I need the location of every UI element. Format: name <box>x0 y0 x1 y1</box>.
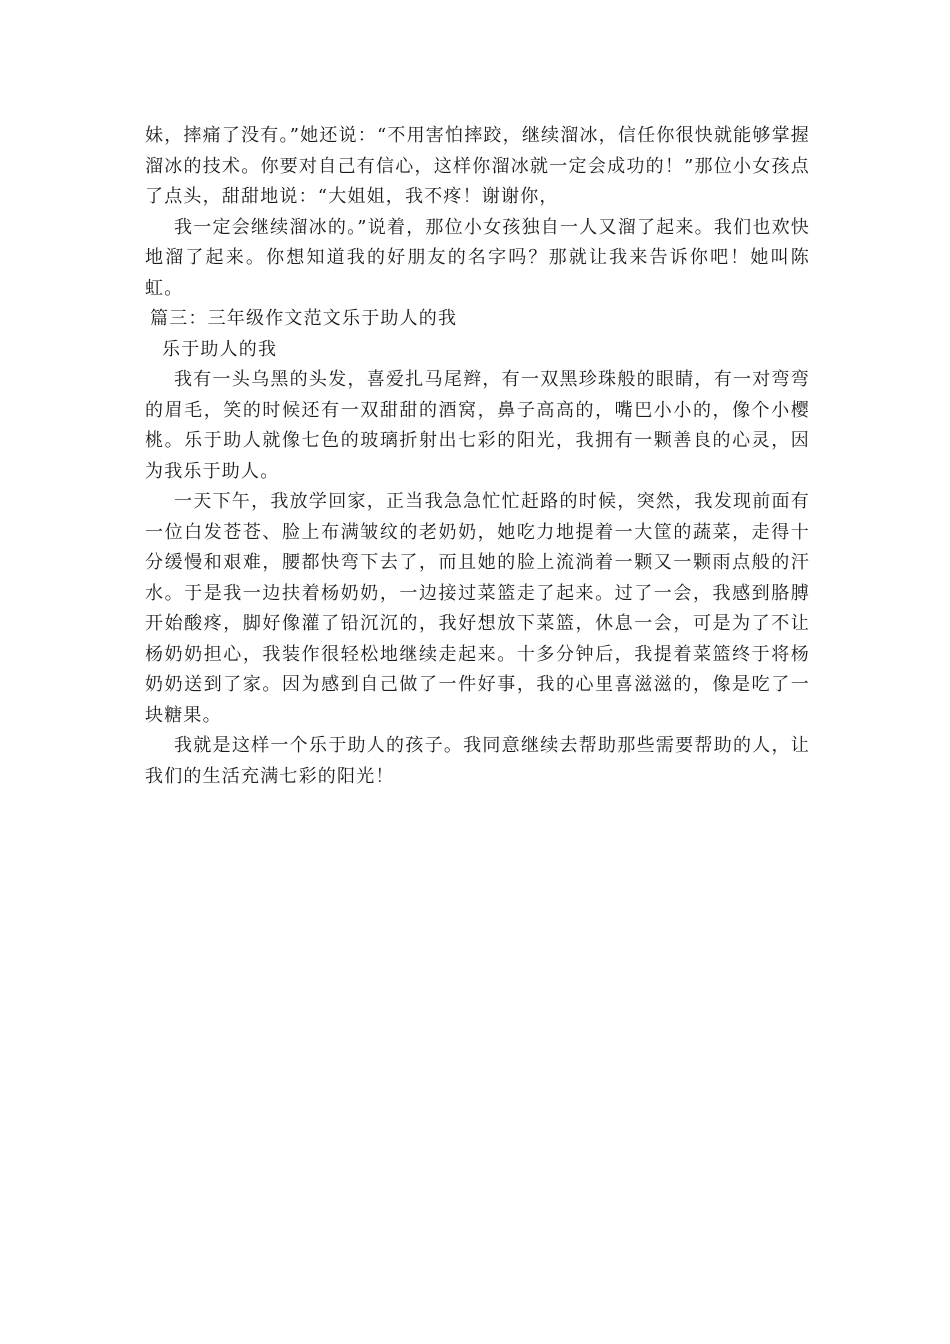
paragraph-self-description: 我有一头乌黑的头发，喜爱扎马尾辫，有一双黑珍珠般的眼睛，有一对弯弯的眉毛，笑的时候还有一双甜甜的酒窝，鼻子高高的，嘴巴小小的，像个小樱桃。乐于助人就像七色的玻璃折射出七彩的阳光，我拥有一颗善良的心灵，因为我乐于助人。 <box>145 369 810 482</box>
essay-title: 乐于助人的我 <box>162 338 278 360</box>
paragraph-conclusion: 我就是这样一个乐于助人的孩子。我同意继续去帮助那些需要帮助的人，让我们的生活充满七彩的阳光！ <box>145 735 810 787</box>
paragraph-chen-hong: 我一定会继续溜冰的。”说着，那位小女孩独自一人又溜了起来。我们也欢快地溜了起来。你想知道我的好朋友的名字吗？那就让我来告诉你吧！她叫陈虹。 <box>145 216 810 299</box>
section-heading: 篇三：三年级作文范文乐于助人的我 <box>150 308 458 329</box>
document-body <box>145 121 810 792</box>
paragraph-continuation: 妹，摔痛了没有。”她还说：“不用害怕摔跤，继续溜冰，信任你很快就能够掌握溜冰的技术。你要对自己有信心，这样你溜冰就一定会成功的！”那位小女孩点了点头，甜甜地说：“大姐姐，我不疼！谢谢你， <box>145 125 810 207</box>
paragraph-helping-grandma: 一天下午，我放学回家，正当我急急忙忙赶路的时候，突然，我发现前面有一位白发苍苍、脸上布满皱纹的老奶奶，她吃力地提着一大筐的蔬菜，走得十分缓慢和艰难，腰都快弯下去了，而且她的脸上流淌着一颗又一颗雨点般的汗水。于是我一边扶着杨奶奶，一边接过菜篮走了起来。过了一会，我感到胳膊开始酸疼，脚好像灌了铅沉沉的，我好想放下菜篮，休息一会，可是为了不让杨奶奶担心，我装作很轻松地继续走起来。十多分钟后，我提着菜篮终于将杨奶奶送到了家。因为感到自己做了一件好事，我的心里喜滋滋的，像是吃了一块糖果。 <box>145 491 810 726</box>
